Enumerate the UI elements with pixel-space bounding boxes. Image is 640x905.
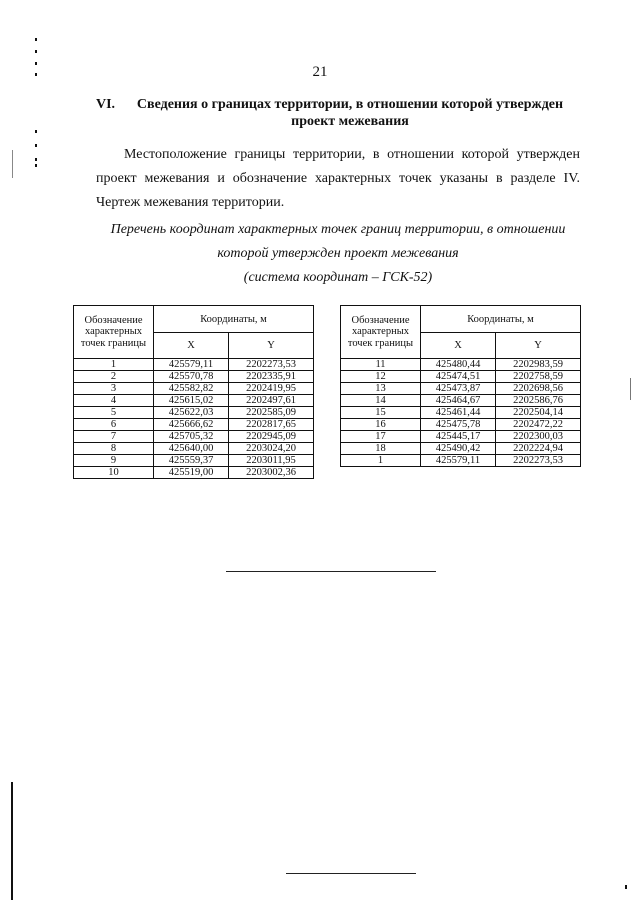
y-cell: 2202504,14 — [496, 407, 581, 419]
table-row — [74, 431, 314, 443]
y-cell: 2202817,65 — [229, 419, 314, 431]
y-cell: 2202273,53 — [496, 455, 581, 467]
header-y: Y — [496, 333, 581, 359]
y-cell: 2203024,20 — [229, 443, 314, 455]
y-cell: 2202585,09 — [229, 407, 314, 419]
x-cell: 425474,51 — [421, 371, 496, 383]
coordinates-table-right — [340, 305, 581, 467]
x-cell: 425622,03 — [154, 407, 229, 419]
table-row — [341, 395, 581, 407]
x-cell: 425640,00 — [154, 443, 229, 455]
point-cell: 4 — [74, 395, 154, 407]
x-cell: 425579,11 — [421, 455, 496, 467]
scan-mark — [35, 130, 37, 133]
section-title: Сведения о границах территории, в отношении которой утвержден проект межевания — [136, 97, 564, 129]
y-cell: 2202945,09 — [229, 431, 314, 443]
y-cell: 2202300,03 — [496, 431, 581, 443]
x-cell: 425461,44 — [421, 407, 496, 419]
table-row — [341, 383, 581, 395]
header-x: X — [421, 333, 496, 359]
point-cell: 18 — [341, 443, 421, 455]
y-cell: 2202586,76 — [496, 395, 581, 407]
table-caption — [96, 218, 580, 290]
x-cell: 425473,87 — [421, 383, 496, 395]
x-cell: 425579,11 — [154, 359, 229, 371]
x-cell: 425705,32 — [154, 431, 229, 443]
scan-mark — [35, 158, 37, 161]
table-row — [74, 407, 314, 419]
table-body-left — [74, 359, 314, 479]
end-rule — [226, 571, 436, 572]
y-cell: 2203011,95 — [229, 455, 314, 467]
table-row — [74, 359, 314, 371]
table-row — [74, 371, 314, 383]
table-row — [341, 419, 581, 431]
body-paragraph: Местоположение границы территории, в отношении которой утвержден проект межевания и обозначение характерных точек указаны в разделе IV. Чертеж межевания территории. — [96, 147, 580, 210]
scan-mark — [35, 164, 37, 167]
point-cell: 11 — [341, 359, 421, 371]
point-cell: 14 — [341, 395, 421, 407]
table-row — [341, 455, 581, 467]
caption-line-2: которой утвержден проект межевания — [217, 246, 459, 261]
scan-mark — [35, 73, 37, 76]
caption-line-3: (система координат – ГСК-52) — [243, 270, 433, 285]
table-row — [341, 371, 581, 383]
x-cell: 425475,78 — [421, 419, 496, 431]
y-cell: 2202419,95 — [229, 383, 314, 395]
table-row — [74, 467, 314, 479]
x-cell: 425666,62 — [154, 419, 229, 431]
point-cell: 3 — [74, 383, 154, 395]
x-cell: 425559,37 — [154, 455, 229, 467]
y-cell: 2202497,61 — [229, 395, 314, 407]
coordinates-table-left — [73, 305, 314, 479]
section-heading — [96, 96, 596, 130]
scan-mark — [625, 885, 627, 889]
point-cell: 6 — [74, 419, 154, 431]
scan-edge-line — [630, 378, 631, 400]
table-row — [341, 407, 581, 419]
scan-mark — [12, 150, 13, 178]
scan-mark — [35, 50, 37, 53]
header-coordinates: Координаты, м — [421, 306, 581, 333]
x-cell: 425445,17 — [421, 431, 496, 443]
x-cell: 425490,42 — [421, 443, 496, 455]
point-cell: 1 — [74, 359, 154, 371]
footer-rule — [286, 873, 416, 874]
x-cell: 425464,67 — [421, 395, 496, 407]
y-cell: 2203002,36 — [229, 467, 314, 479]
point-cell: 7 — [74, 431, 154, 443]
y-cell: 2202758,59 — [496, 371, 581, 383]
header-point-designation: Обозначение характерных точек границы — [74, 306, 154, 359]
table-row — [74, 443, 314, 455]
header-point-designation: Обозначение характерных точек границы — [341, 306, 421, 359]
section-number: VI. — [96, 97, 116, 112]
table-body-right — [341, 359, 581, 467]
y-cell: 2202273,53 — [229, 359, 314, 371]
table-row — [74, 383, 314, 395]
x-cell: 425480,44 — [421, 359, 496, 371]
y-cell: 2202983,59 — [496, 359, 581, 371]
scan-mark — [35, 144, 37, 147]
point-cell: 16 — [341, 419, 421, 431]
point-cell: 1 — [341, 455, 421, 467]
table-row — [341, 359, 581, 371]
scan-mark — [35, 62, 37, 65]
table-row — [74, 395, 314, 407]
point-cell: 8 — [74, 443, 154, 455]
point-cell: 2 — [74, 371, 154, 383]
caption-line-1: Перечень координат характерных точек границ территории, в отношении — [110, 222, 566, 237]
scan-edge-line — [11, 782, 13, 900]
header-x: X — [154, 333, 229, 359]
point-cell: 12 — [341, 371, 421, 383]
table-row — [74, 455, 314, 467]
header-y: Y — [229, 333, 314, 359]
x-cell: 425519,00 — [154, 467, 229, 479]
scan-mark — [35, 38, 37, 41]
y-cell: 2202472,22 — [496, 419, 581, 431]
point-cell: 15 — [341, 407, 421, 419]
y-cell: 2202335,91 — [229, 371, 314, 383]
header-coordinates: Координаты, м — [154, 306, 314, 333]
point-cell: 5 — [74, 407, 154, 419]
x-cell: 425570,78 — [154, 371, 229, 383]
point-cell: 9 — [74, 455, 154, 467]
point-cell: 17 — [341, 431, 421, 443]
y-cell: 2202224,94 — [496, 443, 581, 455]
table-row — [341, 443, 581, 455]
point-cell: 10 — [74, 467, 154, 479]
page-number: 21 — [312, 64, 328, 80]
table-row — [74, 419, 314, 431]
x-cell: 425615,02 — [154, 395, 229, 407]
x-cell: 425582,82 — [154, 383, 229, 395]
y-cell: 2202698,56 — [496, 383, 581, 395]
point-cell: 13 — [341, 383, 421, 395]
table-row — [341, 431, 581, 443]
